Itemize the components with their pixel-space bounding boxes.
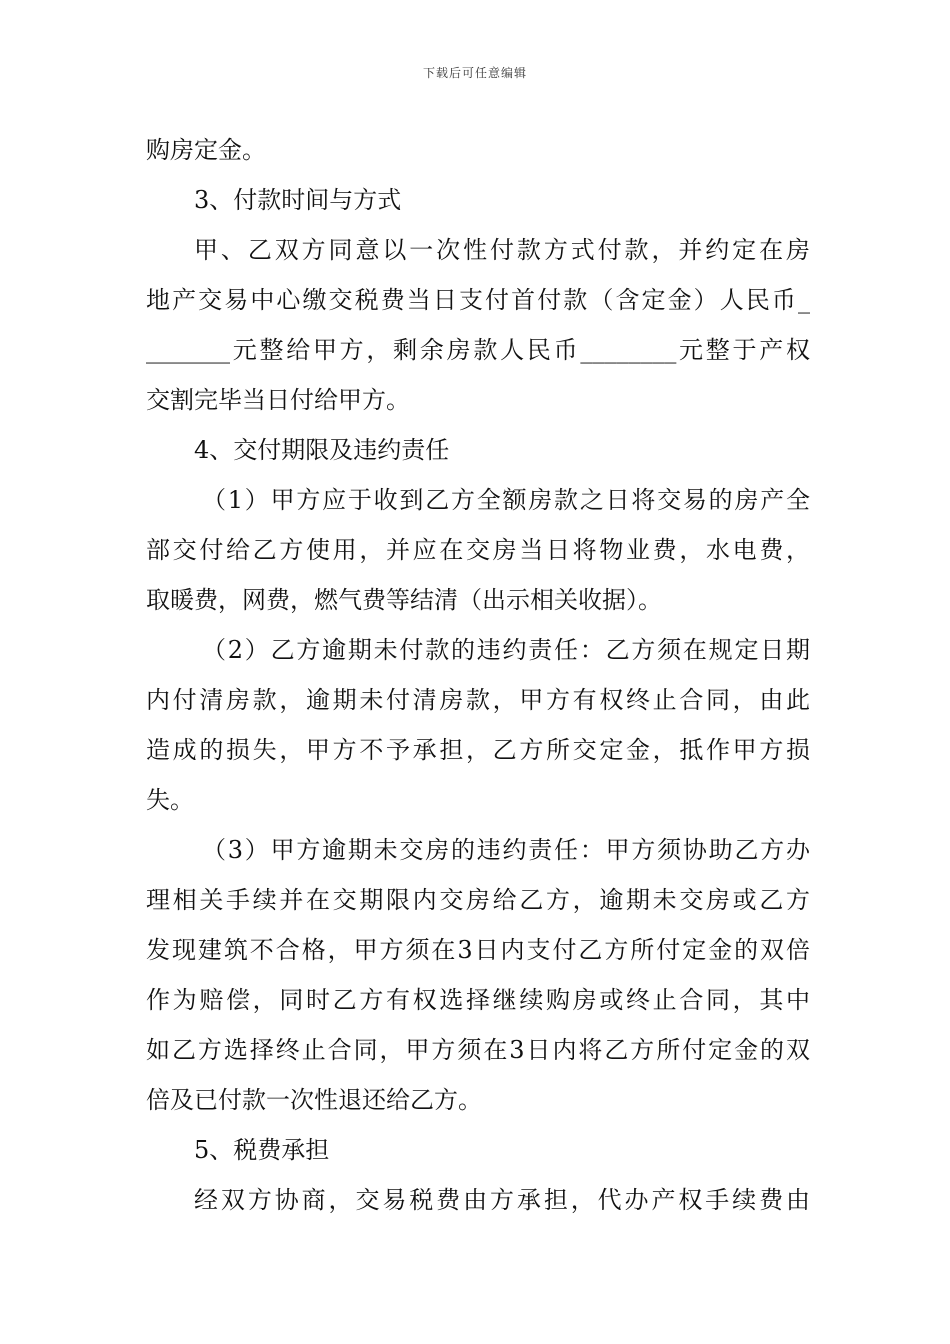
text-line: 失。: [146, 786, 194, 814]
section-heading: 3、付款时间与方式: [194, 186, 402, 214]
text-line: 购房定金。: [146, 136, 266, 164]
text-line: 发现建筑不合格，甲方须在3日内支付乙方所付定金的双倍: [146, 936, 810, 964]
text-line: （1）甲方应于收到乙方全额房款之日将交易的房产全: [202, 486, 810, 514]
section-heading: 5、税费承担: [194, 1136, 330, 1164]
text-line: 如乙方选择终止合同，甲方须在3日内将乙方所付定金的双: [146, 1036, 810, 1064]
text-line: 倍及已付款一次性退还给乙方。: [146, 1086, 482, 1114]
document-body: [146, 125, 810, 1225]
text-line: 交割完毕当日付给甲方。: [146, 386, 410, 414]
text-line: 理相关手续并在交期限内交房给乙方，逾期未交房或乙方: [146, 886, 810, 914]
text-line: （3）甲方逾期未交房的违约责任：甲方须协助乙方办: [202, 836, 810, 864]
text-line: _______元整给甲方，剩余房款人民币________元整于产权: [146, 336, 810, 364]
text-line: 地产交易中心缴交税费当日支付首付款（含定金）人民币_: [146, 286, 810, 314]
text-line: 取暖费，网费，燃气费等结清（出示相关收据）。: [146, 586, 662, 614]
text-line: 内付清房款，逾期未付清房款，甲方有权终止合同，由此: [146, 686, 810, 714]
text-line: 甲、乙双方同意以一次性付款方式付款，并约定在房: [194, 236, 810, 264]
section-heading: 4、交付期限及违约责任: [194, 436, 450, 464]
text-line: （2）乙方逾期未付款的违约责任：乙方须在规定日期: [202, 636, 810, 664]
text-line: 造成的损失，甲方不予承担，乙方所交定金，抵作甲方损: [146, 736, 810, 764]
text-line: 作为赔偿，同时乙方有权选择继续购房或终止合同，其中: [146, 986, 810, 1014]
text-line: 部交付给乙方使用，并应在交房当日将物业费，水电费，: [146, 536, 810, 564]
text-line: 经双方协商，交易税费由方承担，代办产权手续费由: [194, 1186, 810, 1214]
page-header: 下载后可任意编辑: [422, 66, 527, 80]
